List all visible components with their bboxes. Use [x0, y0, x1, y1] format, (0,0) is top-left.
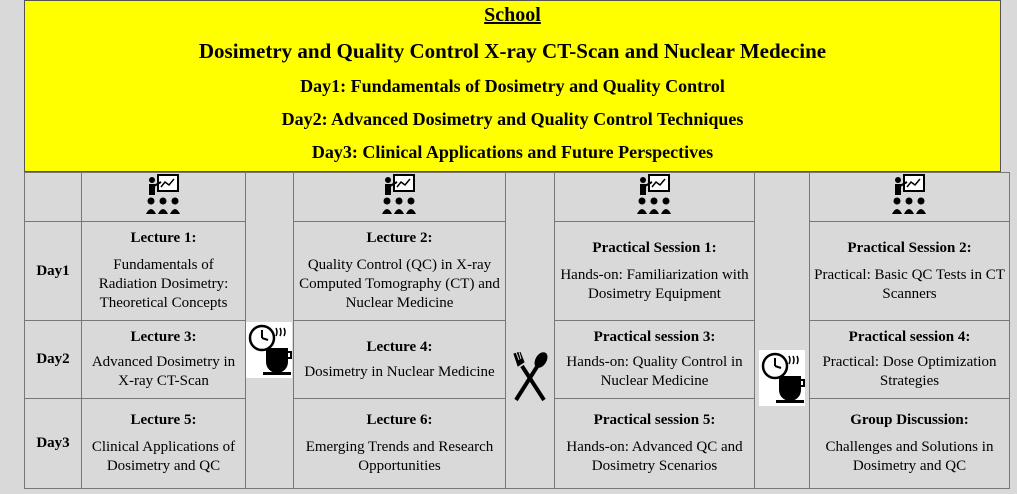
session-text: Hands-on: Advanced QC and Dosimetry Scenarios: [566, 439, 743, 474]
school-heading: School: [484, 4, 541, 26]
session-cell: [294, 222, 506, 321]
session-text: Advanced Dosimetry in X-ray CT-Scan: [91, 354, 236, 389]
session-cell: [82, 321, 246, 399]
session-cell: [555, 321, 755, 399]
session-text: Practical: Basic QC Tests in CT Scanners: [814, 266, 1005, 302]
icon-row: [25, 173, 1010, 222]
lunch-column: [506, 173, 555, 489]
session-text: Dosimetry in Nuclear Medicine: [304, 363, 495, 380]
presenter-audience-icon: [636, 173, 674, 215]
lecture-column-icon-cell-2: [294, 173, 506, 222]
session-title: Lecture 5:: [130, 412, 197, 428]
session-text: Challenges and Solutions in Dosimetry and QC: [825, 439, 994, 474]
session-text: Quality Control (QC) in X-ray Computed Tomography (CT) and Nuclear Medicine: [299, 257, 500, 311]
coffee-break-clock-icon: [246, 322, 292, 378]
session-cell: [810, 321, 1010, 399]
session-cell: [810, 399, 1010, 489]
session-text: Hands-on: Familiarization with Dosimetry Equipment: [560, 266, 749, 302]
session-title: Lecture 4:: [366, 338, 433, 355]
session-title: Lecture 3:: [130, 329, 197, 345]
session-title: Practical session 4:: [848, 329, 971, 345]
session-cell: [82, 222, 246, 321]
session-title: Practical session 5:: [593, 412, 716, 428]
presenter-audience-icon: [381, 173, 419, 215]
schedule-table: [24, 172, 1010, 489]
session-cell: [82, 399, 246, 489]
presenter-audience-icon: [145, 173, 183, 215]
practical-column-icon-cell: [555, 173, 755, 222]
session-cell: [810, 222, 1010, 321]
presenter-audience-icon: [891, 173, 929, 215]
coffee-break-column-2: [755, 173, 810, 489]
course-title: Dosimetry and Quality Control X-ray CT-Scan and Nuclear Medecine: [198, 39, 827, 63]
session-title: Group Discussion:: [850, 412, 969, 428]
session-cell: [294, 399, 506, 489]
session-text: Hands-on: Quality Control in Nuclear Medicine: [566, 354, 743, 389]
session-text: Emerging Trends and Research Opportunities: [305, 439, 494, 474]
session-text: Fundamentals of Radiation Dosimetry: Theoretical Concepts: [98, 257, 229, 311]
practical-column-icon-cell-2: [810, 173, 1010, 222]
session-title: Practical session 3:: [593, 329, 716, 345]
session-title: Lecture 6:: [366, 412, 433, 428]
day-label: Day1: [25, 222, 82, 321]
session-cell: [555, 222, 755, 321]
corner-cell: [25, 173, 82, 222]
session-text: Practical: Dose Optimization Strategies: [822, 354, 997, 389]
session-title: Lecture 2:: [366, 230, 433, 246]
schedule-header: [24, 0, 1001, 172]
day-label: Day2: [25, 321, 82, 399]
coffee-break-clock-icon: [759, 350, 805, 406]
session-text: Clinical Applications of Dosimetry and QC: [91, 439, 236, 474]
day3-theme: Day3: Clinical Applications and Future Perspectives: [311, 142, 714, 162]
session-cell: [294, 321, 506, 399]
day2-theme: Day2: Advanced Dosimetry and Quality Control Techniques: [281, 109, 744, 129]
session-title: Practical Session 2:: [847, 239, 972, 256]
session-cell: [555, 399, 755, 489]
schedule-grid: [24, 172, 1010, 489]
day1-theme: Day1: Fundamentals of Dosimetry and Quality Control: [300, 76, 725, 96]
fork-and-spoon-icon: [510, 352, 550, 404]
day-label: Day3: [25, 399, 82, 489]
lecture-column-icon-cell: [82, 173, 246, 222]
session-title: Practical Session 1:: [592, 239, 717, 256]
session-title: Lecture 1:: [130, 230, 197, 246]
